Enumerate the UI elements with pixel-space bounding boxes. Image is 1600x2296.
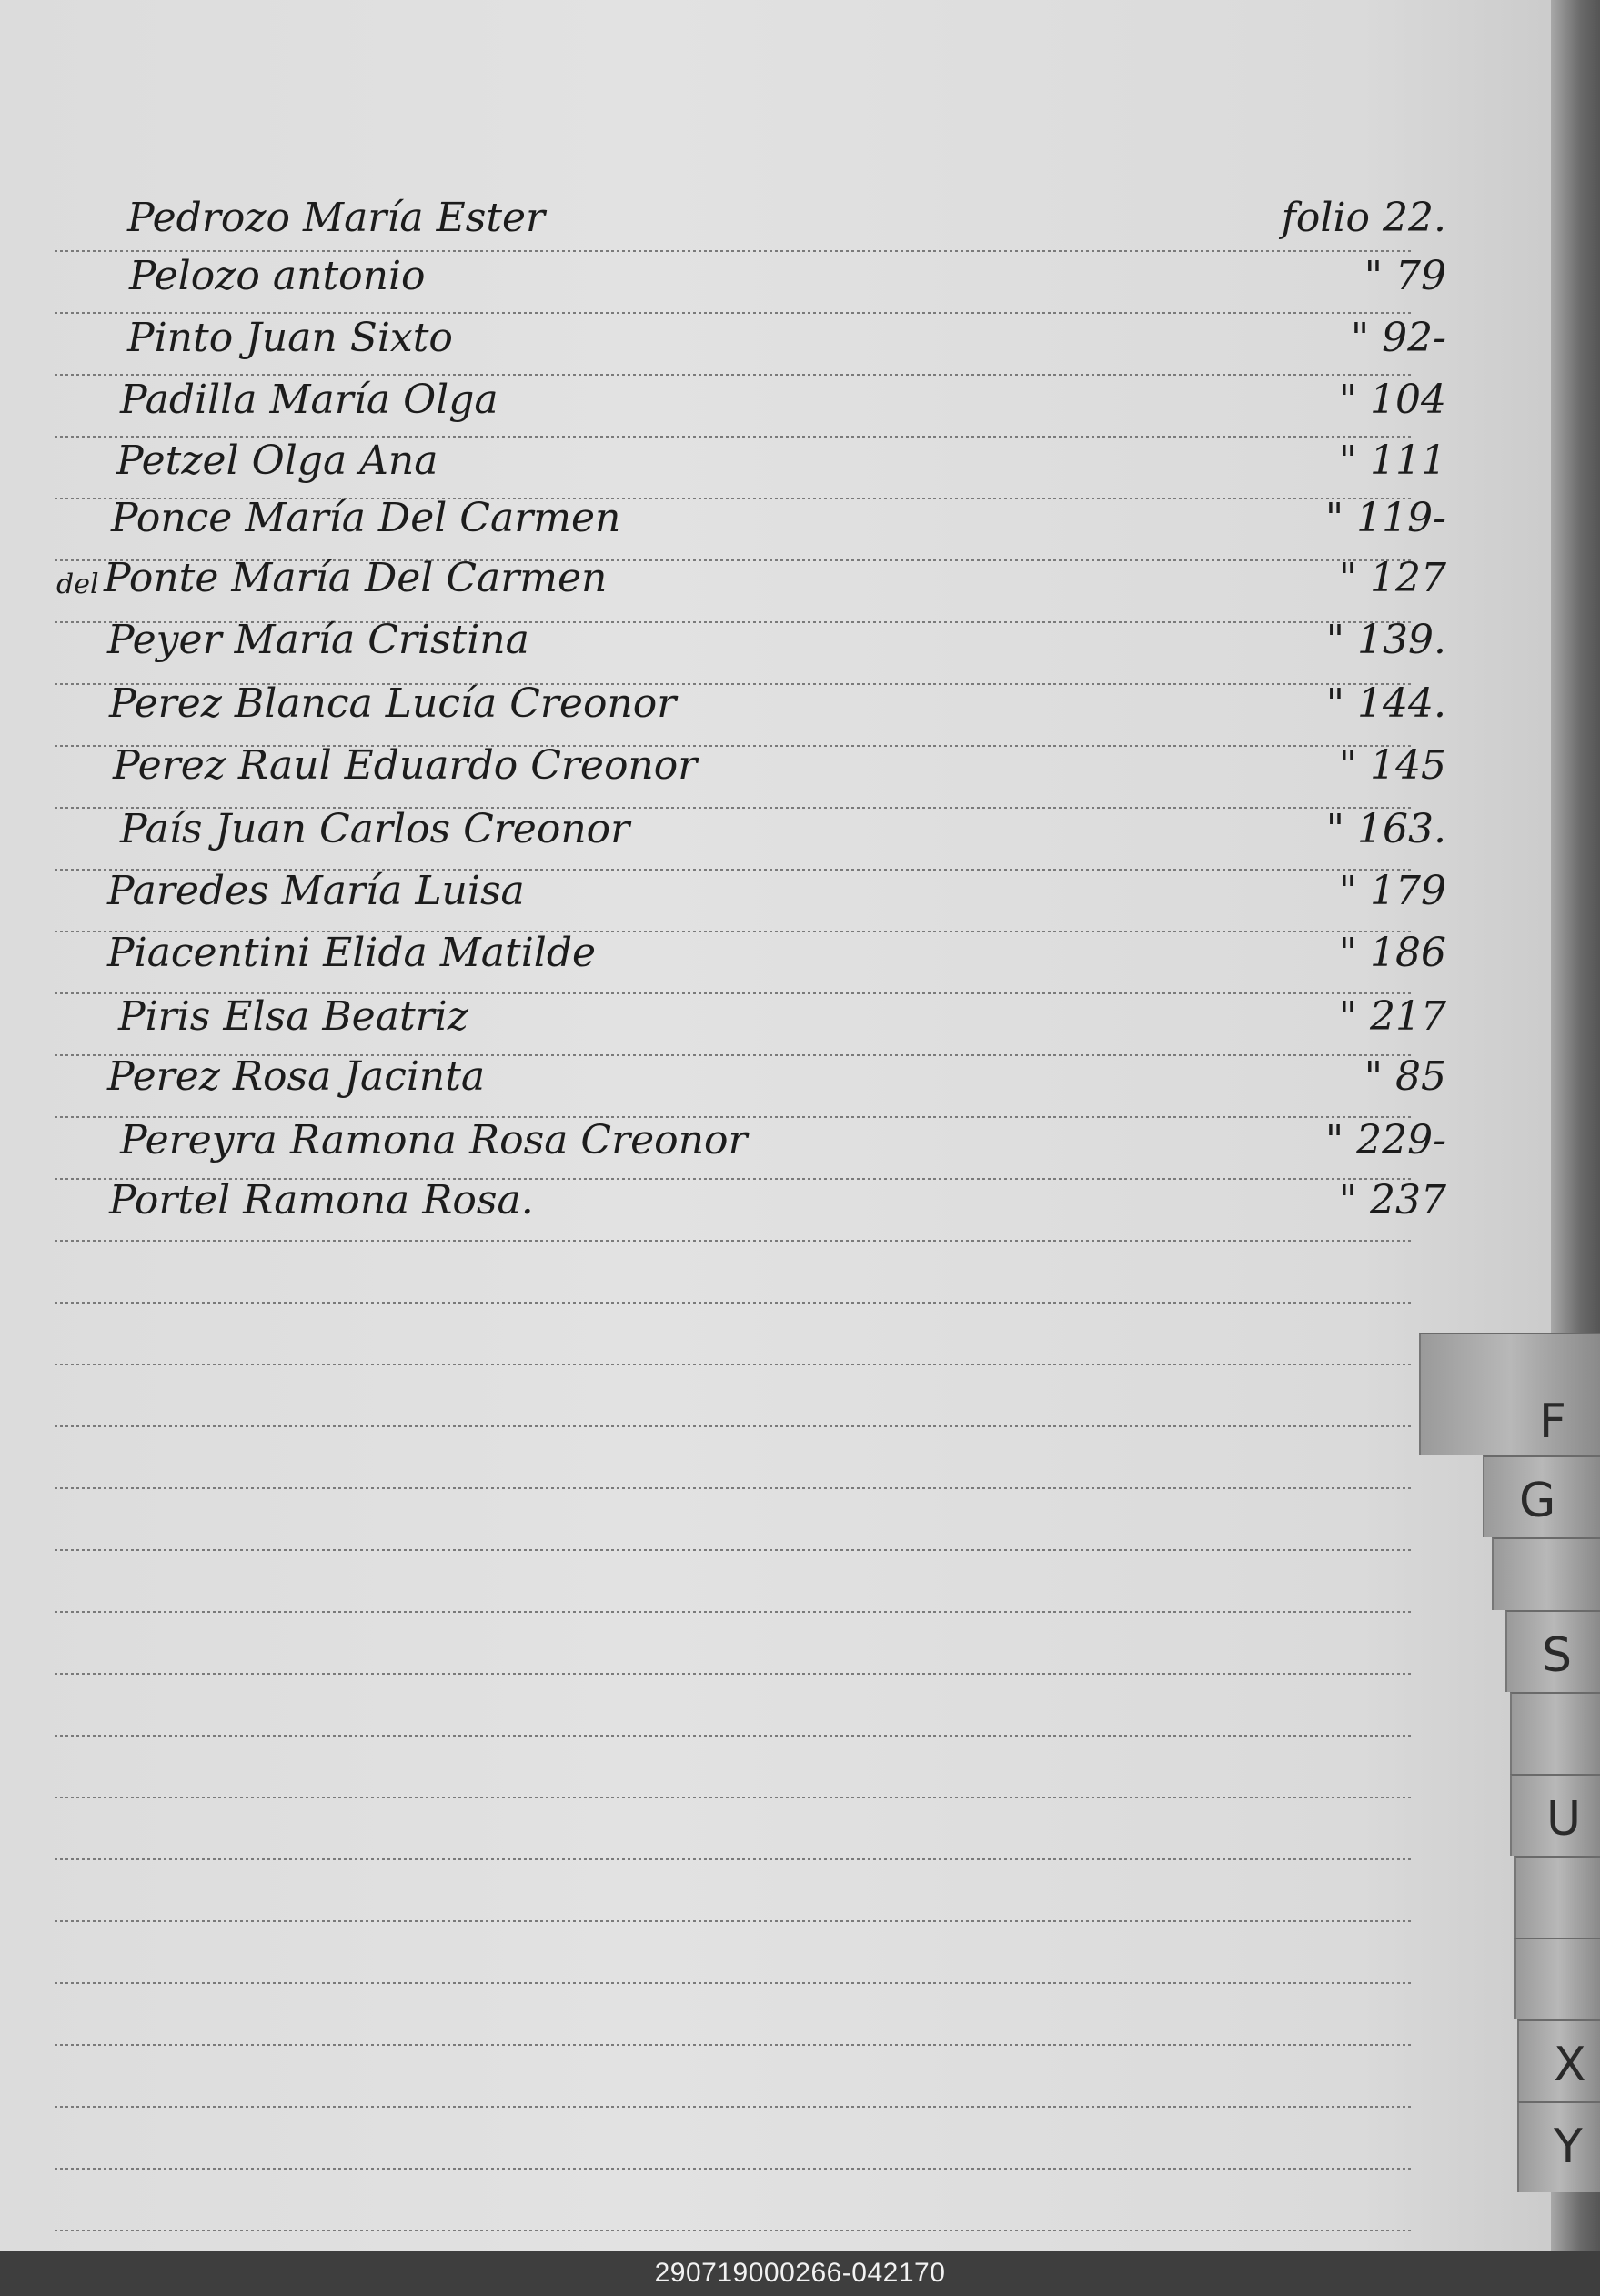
entry-name: Piacentini Elida Matilde xyxy=(107,930,597,976)
index-tab xyxy=(1517,2101,1600,2192)
document-id: 290719000266-042170 xyxy=(654,2258,946,2288)
entry-name: Ponce María Del Carmen xyxy=(111,495,621,541)
entry-folio: " 217 xyxy=(1338,993,1446,1040)
index-tab xyxy=(1419,1333,1600,1455)
entry-folio: " 119- xyxy=(1324,495,1446,541)
entry-name: Perez Rosa Jacinta xyxy=(107,1053,486,1100)
index-tab-letter: G xyxy=(1519,1474,1556,1528)
entry-folio: " 237 xyxy=(1338,1177,1446,1224)
entry-name: Perez Raul Eduardo Creonor xyxy=(113,742,698,789)
entry-folio: " 127 xyxy=(1338,555,1446,601)
entry-name: Petzel Olga Ana xyxy=(116,438,438,484)
index-tab xyxy=(1505,1610,1600,1692)
entry-folio: " 229- xyxy=(1324,1117,1446,1163)
entry-folio: " 139. xyxy=(1325,617,1446,663)
index-tab-letter: U xyxy=(1546,1792,1582,1847)
index-tab xyxy=(1492,1537,1600,1610)
index-tab xyxy=(1483,1455,1600,1537)
entry-folio: " 186 xyxy=(1338,930,1446,976)
index-tab xyxy=(1510,1692,1600,1774)
entry-folio: " 85 xyxy=(1364,1053,1446,1100)
index-tab-letter: Y xyxy=(1554,2120,1583,2174)
entry-name: Peyer María Cristina xyxy=(107,617,529,663)
entry-name: Ponte María Del Carmen xyxy=(104,555,608,601)
entry-folio: " 179 xyxy=(1338,868,1446,914)
entry-name: País Juan Carlos Creonor xyxy=(120,806,630,852)
entry-name: Pereyra Ramona Rosa Creonor xyxy=(120,1117,748,1163)
entry-name: Paredes María Luisa xyxy=(107,868,525,914)
entry-folio: " 92- xyxy=(1350,315,1446,361)
index-tab xyxy=(1514,1856,1600,1938)
entry-folio: folio 22. xyxy=(1281,195,1446,241)
index-tab xyxy=(1510,1774,1600,1856)
entry-name: Perez Blanca Lucía Creonor xyxy=(109,680,677,727)
entry-name: Pelozo antonio xyxy=(129,253,426,299)
index-tab-letter: F xyxy=(1539,1395,1566,1449)
entry-name: Portel Ramona Rosa. xyxy=(109,1177,534,1224)
entry-folio: " 111 xyxy=(1338,438,1446,484)
entry-folio: " 79 xyxy=(1364,253,1446,299)
entry-folio: " 145 xyxy=(1338,742,1446,789)
index-tab xyxy=(1517,2019,1600,2101)
entry-name: Pedrozo María Ester xyxy=(127,195,546,241)
index-tab-letter: X xyxy=(1554,2038,1586,2092)
document-id-footer xyxy=(0,2251,1600,2296)
index-tab-letter: S xyxy=(1542,1628,1573,1683)
entry-folio: " 163. xyxy=(1325,806,1446,852)
entry-name: Piris Elsa Beatriz xyxy=(118,993,468,1040)
entry-folio: " 144. xyxy=(1325,680,1446,727)
entry-name: Pinto Juan Sixto xyxy=(127,315,453,361)
entry-folio: " 104 xyxy=(1338,377,1446,423)
entry-name: Padilla María Olga xyxy=(120,377,498,423)
index-tab xyxy=(1514,1938,1600,2019)
margin-note: del xyxy=(56,569,99,600)
